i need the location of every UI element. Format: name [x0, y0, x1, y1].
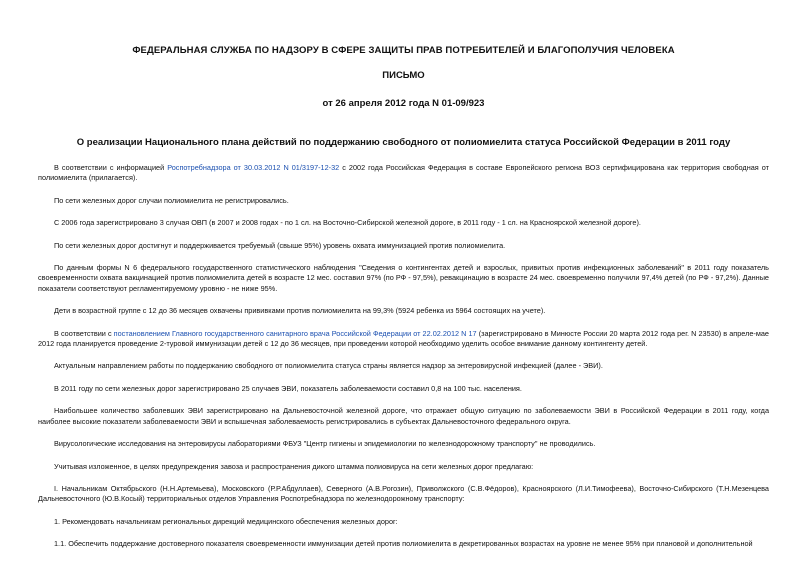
paragraph-3: С 2006 года зарегистрировано 3 случая ОВП (в 2007 и 2008 годах - по 1 сл. на Восточно-Сибирской железной дороге, в 2011 году - 1 сл. на Красноярской железной дороге).: [54, 218, 641, 228]
paragraph-11: Вирусологические исследования на энтеровирусы лабораториями ФБУЗ "Центр гигиены и эпидемиологии по железнодорожному транспорту" не проводились.: [54, 439, 596, 449]
paragraph-2: По сети железных дорог случаи полиомиелита не регистрировались.: [54, 195, 289, 205]
document-date-number: от 26 апреля 2012 года N 01-09/923: [322, 98, 485, 109]
paragraph-15: 1.1. Обеспечить поддержание достоверного показателя своевременности иммунизации детей против полиомиелита в декретированных возрастах на уровне не менее 95% при плановой и дополнительной: [54, 539, 753, 549]
paragraph-text: с 2002 года Российская Федерация в составе Европейского региона ВОЗ сертифицирована как территория свободная от полиомиелита (прилагается).: [38, 163, 769, 183]
paragraph-1: [38, 163, 769, 184]
paragraph-4: По сети железных дорог достигнут и поддерживается требуемый (свыше 95%) уровень охвата иммунизацией против полиомиелита.: [54, 240, 506, 250]
paragraph-8: Актуальным направлением работы по поддержанию свободного от полиомиелита статуса страны является надзор за энтеровирусной инфекцией (далее - ЭВИ).: [54, 361, 603, 371]
paragraph-6: Дети в возрастной группе с 12 до 36 месяцев охвачены прививками против полиомиелита на 99,3% (5924 ребенка из 5964 состоящих на учете).: [54, 306, 546, 316]
document-type: ПИСЬМО: [382, 70, 425, 81]
link-postanovlenie-17[interactable]: постановлением Главного государственного санитарного врача Российской Федерации от 22.02.2012 N 17: [113, 328, 477, 338]
issuing-organization: ФЕДЕРАЛЬНАЯ СЛУЖБА ПО НАДЗОРУ В СФЕРЕ ЗАЩИТЫ ПРАВ ПОТРЕБИТЕЛЕЙ И БЛАГОПОЛУЧИЯ ЧЕЛОВЕКА: [132, 45, 675, 56]
paragraph-10: Наибольшее количество заболевших ЭВИ зарегистрировано на Дальневосточной железной дороге, что отражает общую ситуацию по заболеваемости ЭВИ в Российской Федерации в 2011 году, когда наиболее высокие показатели заболеваемости ЭВИ и вспышечная заболеваемость регистрировались в субъектах Дальневосточного федерального округа.: [38, 406, 769, 426]
paragraph-text: В соответствии с информацией: [54, 163, 168, 172]
paragraph-13: I. Начальникам Октябрьского (Н.Н.Артемьева), Московского (Р.Р.Абдуллаев), Северного (А.В.Рогозин), Приволжского (С.В.Фёдоров), Красноярского (Л.И.Тимофеева), Восточно-Сибирского (Т.Н.Мезенцева Дальневосточного (Ю.В.Косый) территориальных отделов Управления Роспотребнадзора по железнодорожному транспорту:: [38, 483, 769, 504]
paragraph-text: (зарегистрировано в Минюсте России 20 марта 2012 года рег. N 23530) в апреле-мае 2012 года планируется проведение 2-туровой иммунизации детей с 12 до 36 месяцев, при проведении которой необходимо уделить особое внимание данному контингенту детей.: [38, 328, 769, 349]
document-subject: О реализации Национального плана действий по поддержанию свободного от полиомиелита статуса Российской Федерации в 2011 году: [76, 137, 731, 148]
paragraph-5: По данным формы N 6 федерального государственного статистического наблюдения "Сведения о контингентах детей и взрослых, привитых против инфекционных заболеваний" в 2011 году показатель своевременности охвата вакцинацией против полиомиелита детей в возрасте 12 мес. составил 97% (по РФ - 97,5%), ревакцинацию в возрасте 24 мес. своевременно получили 97,4% детей (по РФ - 97,2%). Данные показатели соответствуют регламентируемому уровню - не ниже 95%.: [38, 263, 769, 293]
paragraph-14: 1. Рекомендовать начальникам региональных дирекций медицинского обеспечения железных дорог:: [54, 516, 398, 526]
paragraph-12: Учитывая изложенное, в целях предупреждения завоза и распространения дикого штамма полиовируса на сети железных дорог предлагаю:: [54, 461, 534, 471]
paragraph-text: В соответствии с: [54, 328, 114, 338]
paragraph-9: В 2011 году по сети железных дорог зарегистрировано 25 случаев ЭВИ, показатель заболеваемости составил 0,8 на 100 тыс. населения.: [54, 383, 522, 393]
document-body: [38, 163, 769, 562]
link-rospotrebnadzor-info[interactable]: Роспотребнадзора от 30.03.2012 N 01/3197-12-32: [167, 163, 340, 172]
paragraph-7: [38, 329, 769, 350]
